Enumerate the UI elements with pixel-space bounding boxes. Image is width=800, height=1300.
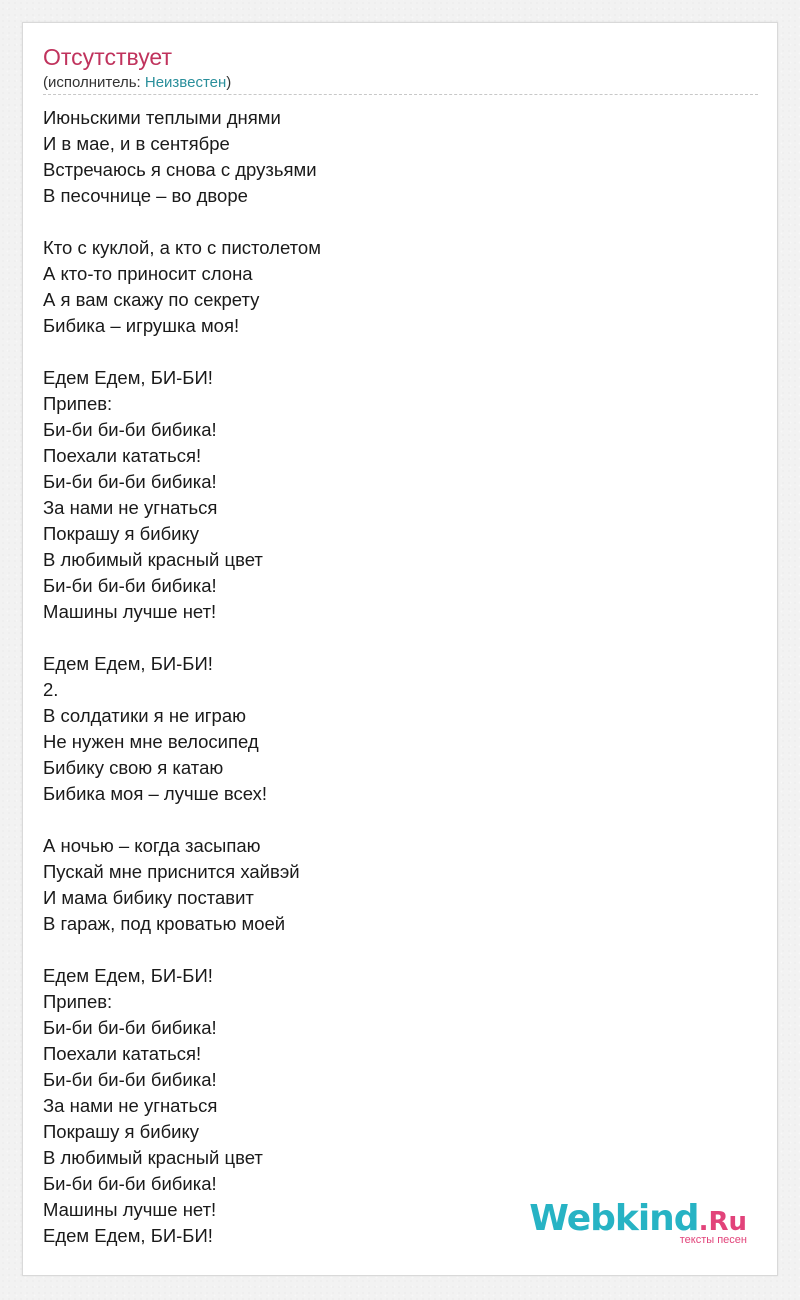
lyric-line: Поехали кататься! <box>43 1043 202 1064</box>
lyric-line: И в мае, и в сентябре <box>43 133 230 154</box>
lyric-line: В солдатики я не играю <box>43 705 247 726</box>
artist-line <box>43 73 231 93</box>
lyric-line: Едем Едем, БИ-БИ! <box>43 653 213 674</box>
lyric-line: А ночью – когда засыпаю <box>43 835 261 856</box>
lyric-line: В песочнице – во дворе <box>43 185 248 206</box>
lyric-line: Едем Едем, БИ-БИ! <box>43 367 213 388</box>
lyric-line: Покрашу я бибику <box>43 1121 200 1142</box>
lyric-line: Припев: <box>43 393 113 414</box>
lyric-line: Бибику свою я катаю <box>43 757 224 778</box>
watermark-brand: Webkind <box>529 1198 699 1239</box>
lyric-line: А кто-то приносит слона <box>43 263 253 284</box>
stanza-break <box>43 937 321 963</box>
lyric-line: Бибика моя – лучше всех! <box>43 783 268 804</box>
lyric-line: В любимый красный цвет <box>43 1147 263 1168</box>
lyric-line: В гараж, под кроватью моей <box>43 913 286 934</box>
lyric-line: А я вам скажу по секрету <box>43 289 260 310</box>
stanza-break <box>43 807 321 833</box>
lyric-line: Бибика – игрушка моя! <box>43 315 240 336</box>
lyrics-card <box>22 22 778 1276</box>
lyric-line: И мама бибику поставит <box>43 887 254 908</box>
lyric-line: Едем Едем, БИ-БИ! <box>43 965 213 986</box>
lyric-line: Кто с куклой, а кто с пистолетом <box>43 237 321 258</box>
lyric-line: Би-би би-би бибика! <box>43 575 217 596</box>
artist-prefix: (исполнитель: <box>43 74 145 91</box>
stanza-break <box>43 339 321 365</box>
stanza-break <box>43 625 321 651</box>
lyric-line: Би-би би-би бибика! <box>43 1173 217 1194</box>
lyric-line: Июньскими теплыми днями <box>43 107 281 128</box>
lyric-line: Припев: <box>43 991 113 1012</box>
lyric-line: Покрашу я бибику <box>43 523 200 544</box>
lyric-line: Машины лучше нет! <box>43 1199 217 1220</box>
lyric-line: Встречаюсь я снова с друзьями <box>43 159 317 180</box>
lyric-line: 2. <box>43 679 59 700</box>
title-divider <box>43 94 758 95</box>
artist-suffix: ) <box>226 74 232 91</box>
lyric-line: За нами не угнаться <box>43 497 218 518</box>
stanza-break <box>43 209 321 235</box>
lyrics-body <box>43 105 321 1249</box>
artist-link[interactable]: Неизвестен <box>144 74 227 91</box>
lyric-line: Поехали кататься! <box>43 445 202 466</box>
site-watermark <box>529 1198 747 1246</box>
song-title: Отсутствует <box>43 44 172 70</box>
lyric-line: Би-би би-би бибика! <box>43 1017 217 1038</box>
lyric-line: За нами не угнаться <box>43 1095 218 1116</box>
lyric-line: Не нужен мне велосипед <box>43 731 259 752</box>
watermark-tagline: тексты песен <box>679 1234 747 1246</box>
lyric-line: В любимый красный цвет <box>43 549 263 570</box>
lyric-line: Би-би би-би бибика! <box>43 471 217 492</box>
lyric-line: Би-би би-би бибика! <box>43 1069 217 1090</box>
lyric-line: Пускай мне приснится хайвэй <box>43 861 300 882</box>
lyric-line: Би-би би-би бибика! <box>43 419 217 440</box>
lyric-line: Едем Едем, БИ-БИ! <box>43 1225 213 1246</box>
lyric-line: Машины лучше нет! <box>43 601 217 622</box>
watermark-tld: .Ru <box>698 1207 747 1237</box>
